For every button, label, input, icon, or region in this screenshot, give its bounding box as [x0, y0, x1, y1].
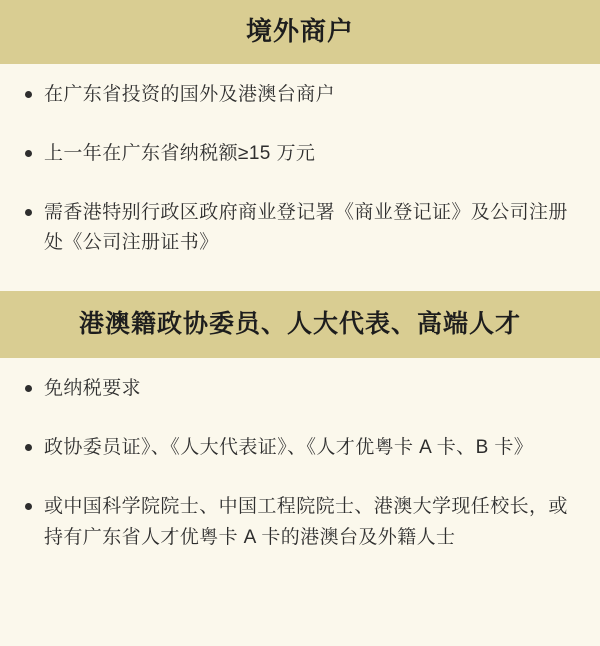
list-item-text: 或中国科学院院士、中国工程院院士、港澳大学现任校长，或持有广东省人才优粤卡 A 卡的港澳台及外籍人士 [44, 495, 568, 548]
list-item-text: 上一年在广东省纳税额≥15 万元 [44, 142, 316, 164]
bullet-dot-icon [25, 91, 32, 98]
list-item-text: 政协委员证》、《人大代表证》、《人才优粤卡 A 卡、B 卡》 [44, 437, 534, 459]
list-item-text: 免纳税要求 [44, 378, 142, 400]
section-title-overseas-merchants: 境外商户 [0, 0, 600, 64]
bullet-dot-icon [25, 209, 32, 216]
section-body-hk-macau-talent [0, 358, 600, 573]
list-item-text: 需香港特别行政区政府商业登记署《商业登记证》及公司注册处《公司注册证书》 [44, 201, 568, 254]
list-item [22, 492, 578, 554]
list-item [22, 139, 578, 170]
page-bottom-space [0, 573, 600, 646]
list-item-text: 在广东省投资的国外及港澳台商户 [44, 84, 336, 106]
bullet-list-overseas-merchants [22, 80, 578, 259]
section-body-overseas-merchants [0, 64, 600, 279]
list-item [22, 80, 578, 111]
bullet-dot-icon [25, 503, 32, 510]
list-item [22, 374, 578, 405]
section-title-hk-macau-talent: 港澳籍政协委员、人大代表、高端人才 [0, 291, 600, 358]
bullet-dot-icon [25, 385, 32, 392]
bullet-dot-icon [25, 444, 32, 451]
list-item [22, 198, 578, 260]
bullet-dot-icon [25, 150, 32, 157]
bullet-list-hk-macau-talent [22, 374, 578, 553]
section-divider [0, 279, 600, 291]
list-item [22, 433, 578, 464]
